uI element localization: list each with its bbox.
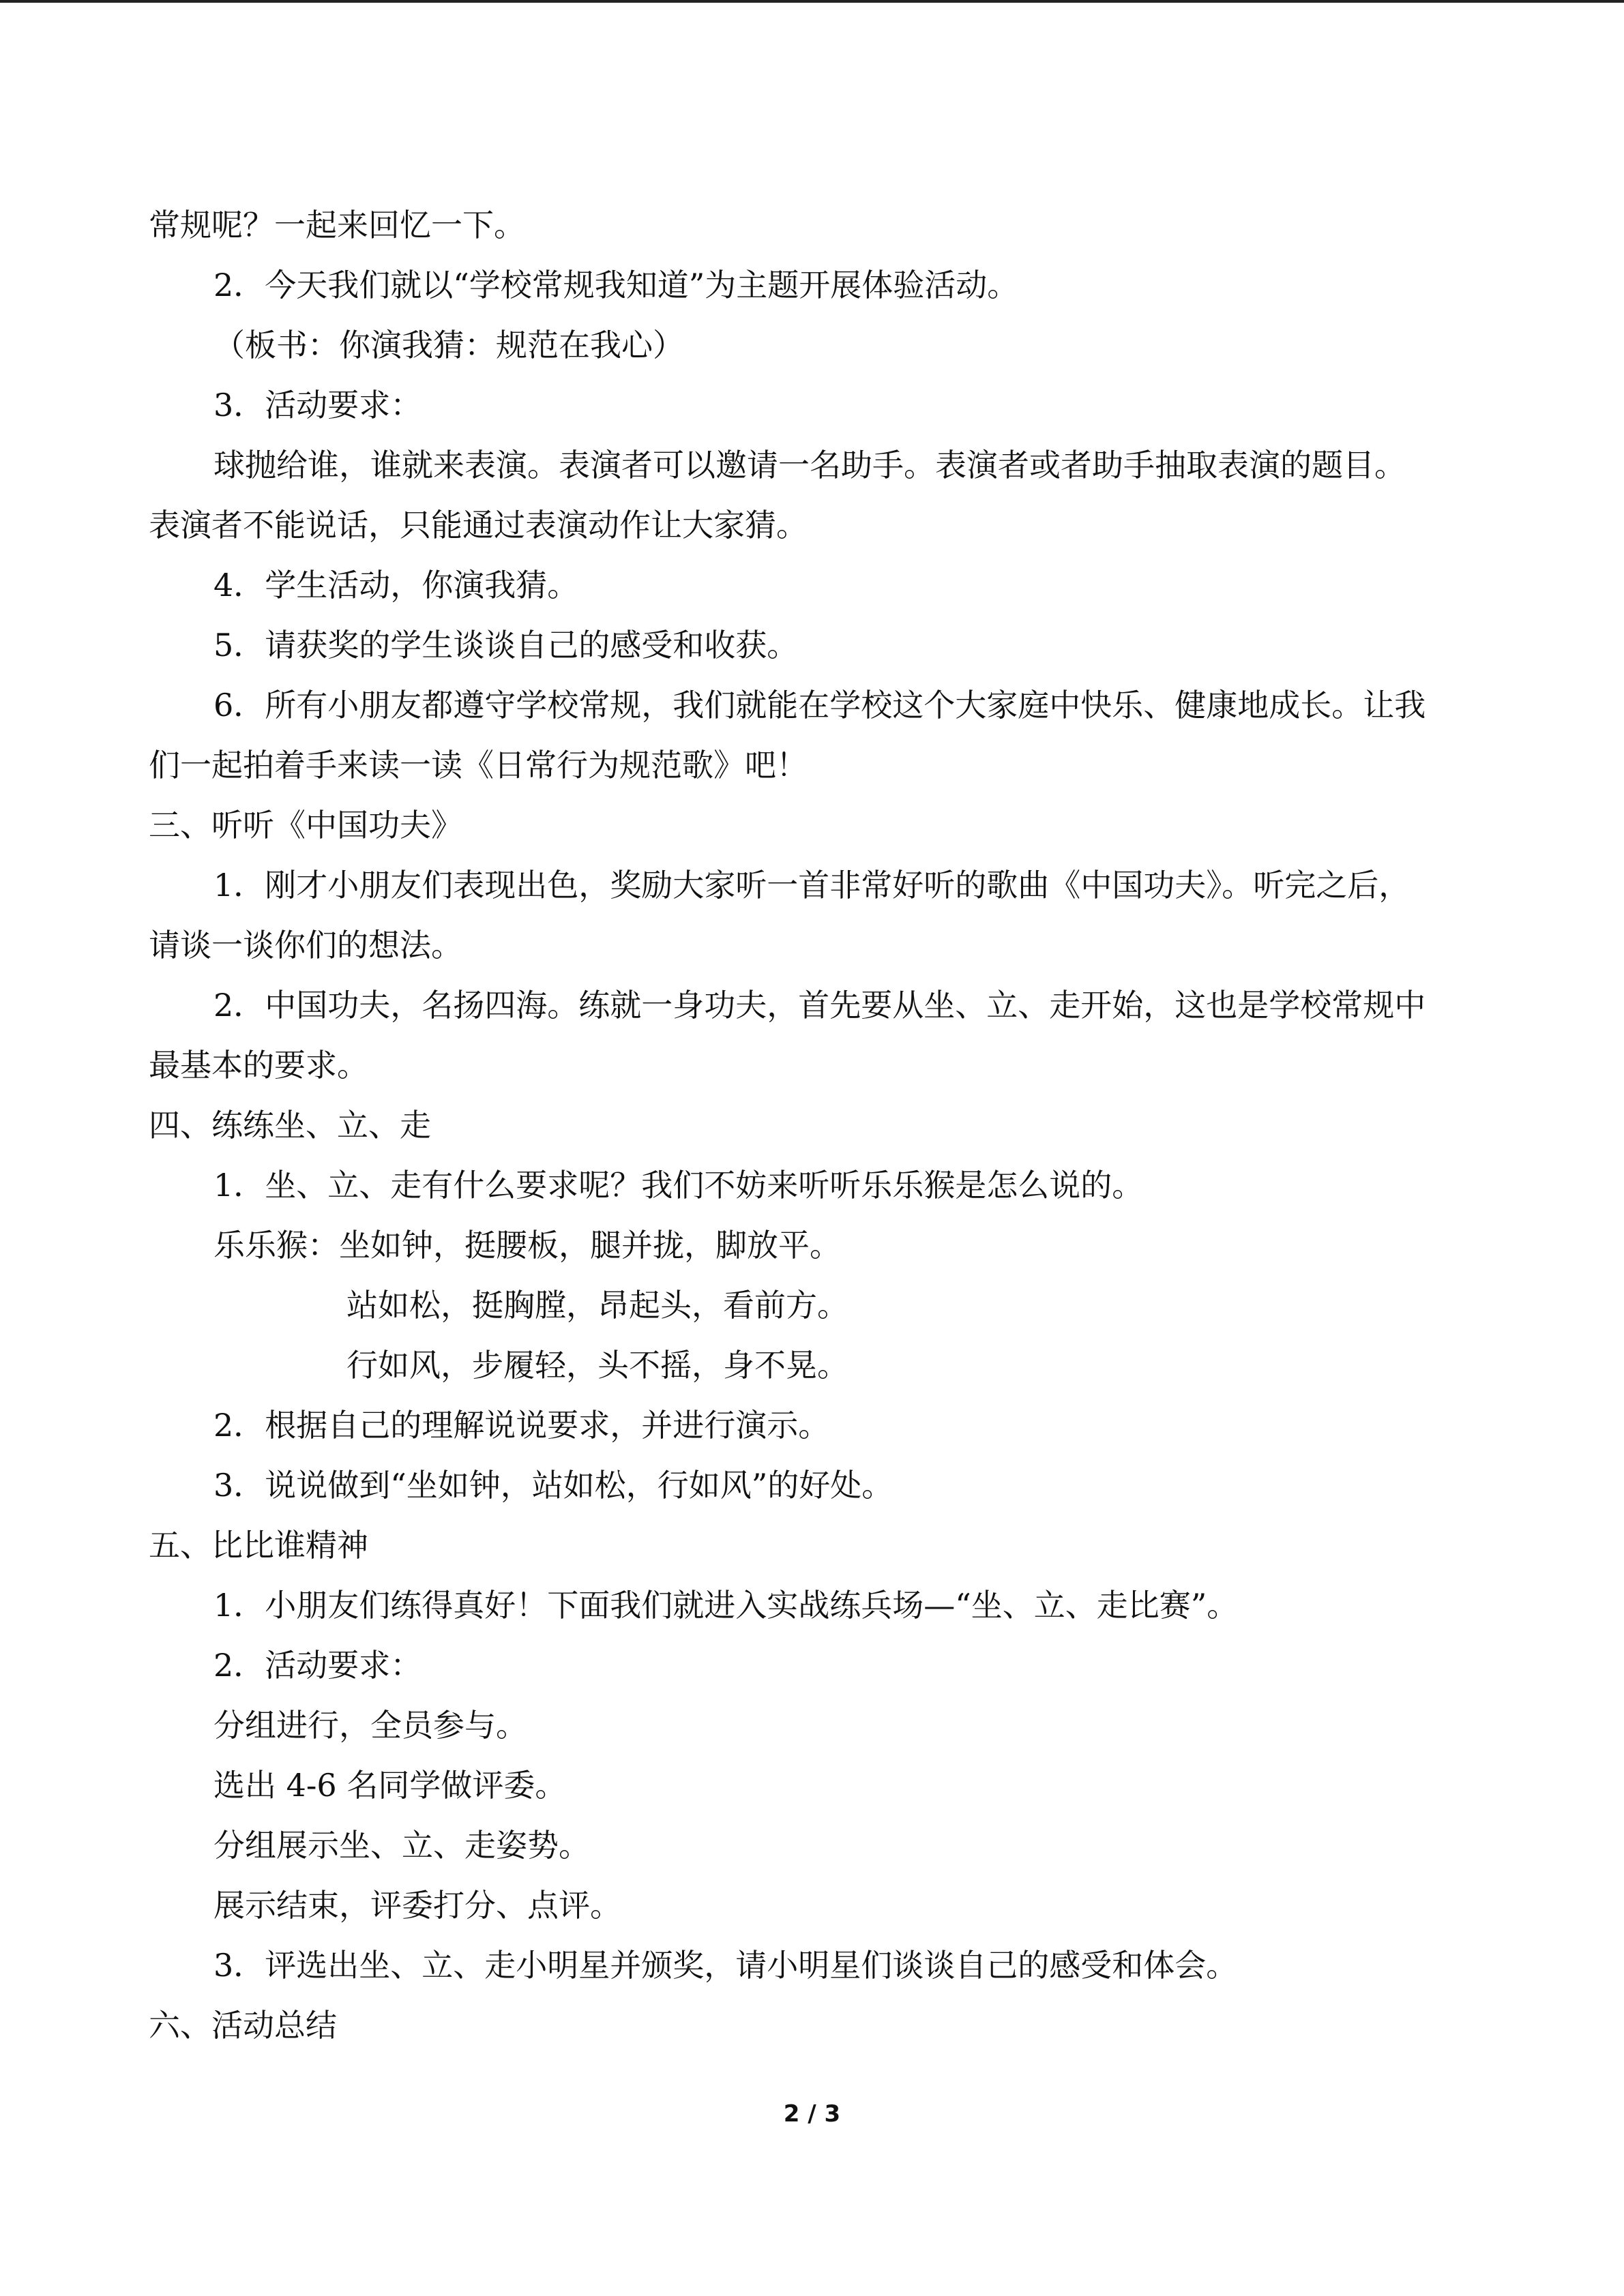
text-line: 请谈一谈你们的想法。 <box>149 927 462 964</box>
text-line: 们一起拍着手来读一读《日常行为规范歌》吧！ <box>149 747 808 784</box>
text-line: 1．小朋友们练得真好！下面我们就进入实战练兵场—“坐、立、走比赛”。 <box>213 1587 1239 1624</box>
text-line: 3．评选出坐、立、走小明星并颁奖，请小明星们谈谈自己的感受和体会。 <box>213 1947 1238 1984</box>
text-line: 1．刚才小朋友们表现出色，奖励大家听一首非常好听的歌曲《中国功夫》。听完之后， <box>213 867 1411 904</box>
text-line: 6．所有小朋友都遵守学校常规，我们就能在学校这个大家庭中快乐、健康地成长。让我 <box>213 687 1426 724</box>
text-line: 4．学生活动，你演我猜。 <box>213 567 579 603</box>
section-heading: 六、活动总结 <box>149 2007 337 2044</box>
text-line: 2．活动要求： <box>213 1647 422 1684</box>
text-line: 常规呢？一起来回忆一下。 <box>149 207 525 243</box>
text-line: 选出 4-6 名同学做评委。 <box>213 1767 567 1804</box>
text-line: 3．活动要求： <box>213 387 422 423</box>
text-line: 3．说说做到“坐如钟，站如松，行如风”的好处。 <box>213 1467 894 1504</box>
text-line: 2．根据自己的理解说说要求，并进行演示。 <box>213 1407 830 1444</box>
rhyme-line: 站如松，挺胸膛，昂起头，看前方。 <box>346 1287 848 1324</box>
rhyme-line: 行如风，步履轻，头不摇，身不晃。 <box>346 1347 848 1384</box>
text-line: 展示结束，评委打分、点评。 <box>213 1887 621 1924</box>
section-heading: 五、比比谁精神 <box>149 1527 368 1564</box>
text-line: 1．坐、立、走有什么要求呢？我们不妨来听听乐乐猴是怎么说的。 <box>213 1167 1144 1204</box>
section-heading: 三、听听《中国功夫》 <box>149 807 462 844</box>
text-line: 分组展示坐、立、走姿势。 <box>213 1827 590 1864</box>
top-border-rule <box>0 0 1624 3</box>
text-line: 表演者不能说话，只能通过表演动作让大家猜。 <box>149 507 808 543</box>
page-number: 2 / 3 <box>783 2100 841 2128</box>
text-line: 最基本的要求。 <box>149 1047 368 1084</box>
text-line: 2．今天我们就以“学校常规我知道”为主题开展体验活动。 <box>213 267 1019 303</box>
text-line: 球抛给谁，谁就来表演。表演者可以邀请一名助手。表演者或者助手抽取表演的题目。 <box>213 447 1406 483</box>
text-line: 2．中国功夫，名扬四海。练就一身功夫，首先要从坐、立、走开始，这也是学校常规中 <box>213 987 1426 1024</box>
board-note: （板书：你演我猜：规范在我心） <box>213 327 684 363</box>
rhyme-line: 乐乐猴：坐如钟，挺腰板，腿并拢，脚放平。 <box>213 1227 841 1264</box>
text-line: 5．请获奖的学生谈谈自己的感受和收获。 <box>213 627 799 664</box>
section-heading: 四、练练坐、立、走 <box>149 1107 431 1144</box>
text-line: 分组进行，全员参与。 <box>213 1707 527 1744</box>
